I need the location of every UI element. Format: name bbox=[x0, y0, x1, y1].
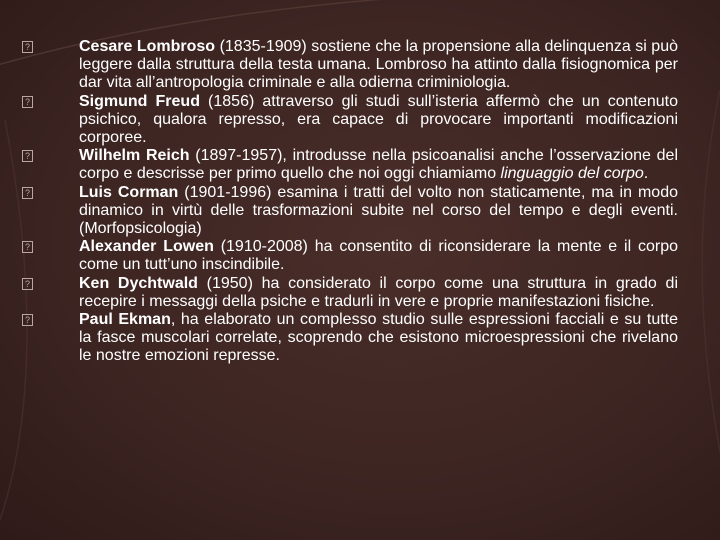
item-text: (1950) ha considerato il corpo come una struttura in grado di recepire i messaggi della psiche e tradurli in vere e proprie manifestazioni fisiche. bbox=[79, 274, 678, 310]
item-tail: . bbox=[643, 165, 649, 183]
item-text: (1901-1996) esamina i tratti del volto non staticamente, ma in modo dinamico in virtù delle trasformazioni subite nel corso del tempo e degli eventi. (Morfopsicologia) bbox=[79, 183, 678, 238]
decorative-curve-right bbox=[702, 90, 720, 520]
bullet-marker-icon: ? bbox=[22, 150, 33, 162]
person-name: Luis Corman bbox=[79, 183, 179, 201]
bullet-marker-icon: ? bbox=[22, 278, 33, 290]
item-text: (1897-1957), introdusse nella psicoanalisi anche l’osservazione del corpo e descrisse per primo quello che noi oggi chiamiamo bbox=[79, 147, 678, 183]
italic-term: linguaggio del corpo bbox=[500, 165, 644, 183]
item-text: (1856) attraverso gli studi sull’isteria affermò che un contenuto psichico, qualora represso, era capace di provocare importanti modificazioni corporee. bbox=[79, 92, 678, 147]
bullet-item-lowen bbox=[22, 238, 678, 274]
bullet-item-freud bbox=[22, 93, 678, 148]
item-text: (1835-1909) sostiene che la propensione alla delinquenza si può leggere dalla struttura della testa umana. Lombroso ha attinto dalla fisiognomica per dar vita all’antropologia criminale e alla odierna criminiologia. bbox=[79, 38, 679, 92]
person-name: Paul Ekman bbox=[79, 311, 171, 329]
person-name: Sigmund Freud bbox=[79, 92, 200, 110]
bullet-marker-icon: ? bbox=[22, 41, 33, 53]
person-name: Alexander Lowen bbox=[79, 238, 214, 256]
person-name: Wilhelm Reich bbox=[79, 147, 190, 165]
bullet-item-lombroso bbox=[22, 38, 678, 93]
bullet-marker-icon: ? bbox=[22, 96, 33, 108]
bullet-item-corman bbox=[22, 184, 678, 239]
person-name: Ken Dychtwald bbox=[79, 274, 198, 292]
item-text: (1910-2008) ha consentito di riconsiderare la mente e il corpo come un tutt’uno inscindibile. bbox=[79, 238, 679, 274]
bullet-item-reich bbox=[22, 147, 678, 183]
bullet-item-ekman bbox=[22, 311, 678, 366]
bullet-marker-icon: ? bbox=[22, 314, 33, 326]
slide-content bbox=[22, 38, 678, 366]
bullet-marker-icon: ? bbox=[22, 187, 33, 199]
item-text: , ha elaborato un complesso studio sulle espressioni facciali e su tutte la fasce muscolari correlate, scoprendo che esistono microespressioni che rivelano le nostre emozioni represse. bbox=[79, 311, 679, 365]
bullet-marker-icon: ? bbox=[22, 241, 33, 253]
bullet-list bbox=[22, 38, 678, 366]
person-name: Cesare Lombroso bbox=[79, 38, 216, 55]
bullet-item-dychtwald bbox=[22, 275, 678, 311]
